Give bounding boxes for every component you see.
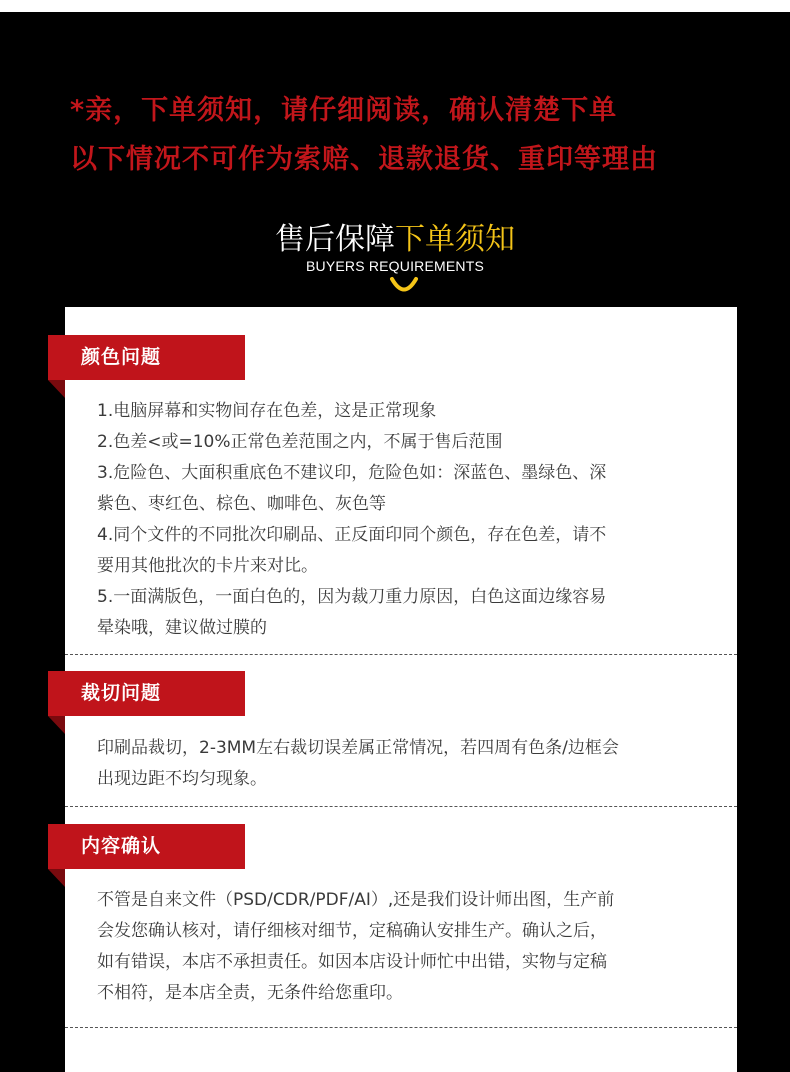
text-line: 晕染哦，建议做过膜的 [97, 618, 267, 638]
tag-fold-shadow [48, 716, 65, 734]
text-line: 2.色差<或=10%正常色差范围之内，不属于售后范围 [97, 432, 503, 452]
text-line: 如有错误，本店不承担责任。如因本店设计师忙中出错，实物与定稿 [97, 952, 607, 972]
text-line: 5.一面满版色，一面白色的，因为裁刀重力原因，白色这面边缘容易 [97, 587, 607, 607]
text-line: 紫色、枣红色、棕色、咖啡色、灰色等 [97, 494, 386, 514]
tag-fold-shadow [48, 380, 65, 398]
top-white-band [0, 0, 790, 12]
text-line: 出现边距不均匀现象。 [97, 769, 267, 789]
text-line: 4.同个文件的不同批次印刷品、正反面印同个颜色，存在色差，请不 [97, 525, 607, 545]
section-divider [65, 1027, 737, 1028]
notice-line-2: 以下情况不可作为索赔、退款退货、重印等理由 [70, 144, 658, 175]
text-line: 不相符，是本店全责，无条件给您重印。 [97, 983, 403, 1003]
section-color-text [97, 396, 697, 644]
text-line: 不管是自来文件（PSD/CDR/PDF/AI）,还是我们设计师出图，生产前 [97, 890, 615, 910]
smile-icon [389, 276, 419, 294]
text-line: 印刷品裁切，2-3MM左右裁切误差属正常情况，若四周有色条/边框会 [97, 738, 619, 758]
notice-line-1: *亲，下单须知，请仔细阅读，确认清楚下单 [70, 95, 618, 126]
tag-cutting-issues: 裁切问题 [48, 671, 245, 716]
section-heading [0, 214, 790, 258]
heading-subtitle: BUYERS REQUIREMENTS [305, 258, 485, 274]
heading-after-sales: 售后保障 [275, 222, 395, 257]
heading-order-notice: 下单须知 [395, 222, 515, 257]
section-divider [65, 806, 737, 807]
text-line: 要用其他批次的卡片来对比。 [97, 556, 318, 576]
text-line: 会发您确认核对，请仔细核对细节，定稿确认安排生产。确认之后， [97, 921, 607, 941]
section-content-text [97, 885, 697, 1009]
section-cutting-text [97, 733, 697, 795]
tag-content-confirmation: 内容确认 [48, 824, 245, 869]
section-divider [65, 654, 737, 655]
tag-color-issues: 颜色问题 [48, 335, 245, 380]
text-line: 1.电脑屏幕和实物间存在色差，这是正常现象 [97, 401, 437, 421]
tag-fold-shadow [48, 869, 65, 887]
text-line: 3.危险色、大面积重底色不建议印，危险色如：深蓝色、墨绿色、深 [97, 463, 607, 483]
